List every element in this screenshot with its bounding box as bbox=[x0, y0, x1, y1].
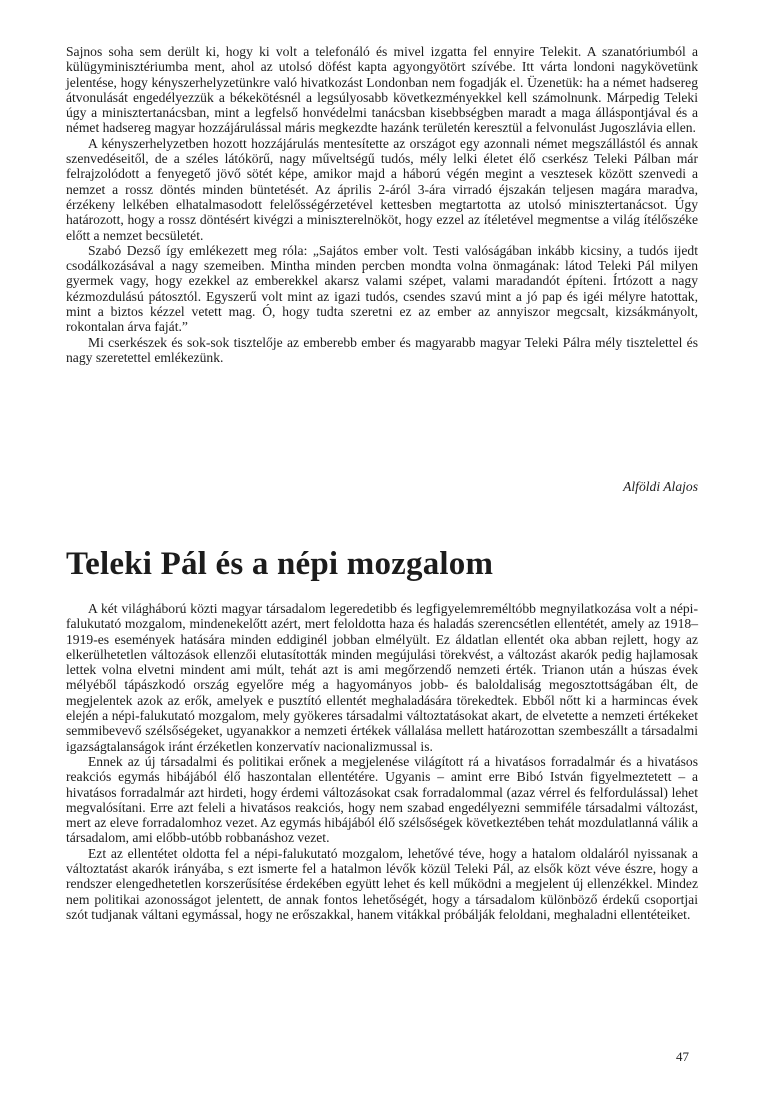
body-paragraph: A két világháború közti magyar társadalom legeredetibb és legfigyelemreméltóbb megnyilatkozása volt a népi-falukutató mozgalom, mindenekelőtt azért, mert feloldotta haza és haladás szerencsétlen ellentétét, amely az 1918–1919-es események hatására minden eddiginél jobban elmélyült. Ez áldatlan ellentét oka abban rejlett, hogy az elkerülhetetlen változások ellenzői elutasították minden megújulási törekvést, a változást akarók pedig hajlamosak lettek volna elvetni mindent ami múlt, tehát azt is ami megőrzendő nemzeti érték. Trianon után a húszas évek mélyéből tápászkodó ország egyelőre még a hagyományos jobb- és baloldaliság megosztottságában élt, de megjelentek azok az erők, amelyek e pusztító ellentét meghaladására törekedtek. Ebből nőtt ki a harmincas évek elején a népi-falukutató mozgalom, mely gyökeres társadalmi változtatásokat akart, de elvetette a nemzeti értékeket semmibevevő szélsőségeket, ugyanakkor a nemzeti értékek vállalása mellett határozottan szembeszállt a társadalmi igazságtalanságok iránt érzéketlen konzervatív nacionalizmussal is. bbox=[66, 601, 698, 754]
body-paragraph: Ezt az ellentétet oldotta fel a népi-falukutató mozgalom, lehetővé téve, hogy a hatalom oldaláról nyissanak a változtatást akarók irányába, s ezt ismerte fel a hatalmon lévők közül Teleki Pál, az elsők közt véve észre, hogy a rendszer elengedhetetlen korszerűsítése érdekében együtt lehet és kell működni a megjelent új ellenzékkel. Mindez nem politikai azonosságot jelentett, de annak fontos lehetőségét, hogy a társadalom különböző érdekű csoportjai szót tudjanak váltani egymással, hogy ne erőszakkal, hanem vitákkal próbálják feloldani, meghaladni ellentéteiket. bbox=[66, 845, 698, 922]
author-signature: Alföldi Alajos bbox=[623, 479, 698, 494]
article-title: Teleki Pál és a népi mozgalom bbox=[66, 546, 494, 582]
article-body bbox=[66, 601, 698, 922]
body-paragraph: Szabó Dezső így emlékezett meg róla: „Sajátos ember volt. Testi valóságában inkább kicsiny, a tudós ijedt csodálkozásával a nagy szemeiben. Mintha minden percben mondta volna önmagának: látod Teleki Pál milyen gyermek vagy, hogy ezekkel az emberekkel akarsz valami szépet, valami maradandót építeni. Írtózott a nagy kézmozdulású pátosztól. Egyszerű volt mint az igazi tudós, csendes szavú mint a jó pap és igéi mélyre hatottak, mint a biztos kézzel vetett mag. Ó, hogy tudta szeretni ez az ember az annyiszor megcsalt, kizsákmányolt, rokontalan árva faját.” bbox=[66, 242, 698, 335]
body-paragraph: Ennek az új társadalmi és politikai erőnek a megjelenése világított rá a hivatásos forradalmár és a hivatásos reakciós egymás hibájából élő haszontalan ellentétére. Ugyanis – amint erre Bibó István figyelmeztetett – a hivatásos forradalmár azt hirdeti, hogy érdemi változásokat csak forradalommal (azaz vérrel és felfordulással) lehet megvalósítani. Erre azt feleli a hivatásos reakciós, hogy nem szabad engedélyezni semmiféle társadalmi változást, mert az eleve forradalomhoz vezet. Az egymás hibájából élő szélsőségek következtében tehát mozdulatlanná válik a társadalom, ami előbb-utóbb robbanáshoz vezet. bbox=[66, 753, 698, 846]
article-continuation bbox=[66, 44, 698, 365]
body-paragraph: A kényszerhelyzetben hozott hozzájárulás mentesítette az országot egy azonnali német megszállástól és annak szenvedéseitől, de a széles látókörű, nagy műveltségű tudós, mély lelki életet élő cserkész Teleki Pálban már felrajzolódott a fenyegető jövő sötét képe, amikor majd a háború végén megint a vesztesek között szenvedi a nemzet a rossz döntés minden büntetését. Az április 2-áról 3-ára virradó éjszakán teljesen magára maradva, érzékeny lelkében elhatalmasodott felelősségérzetével kettesben megtartotta az utolsó minisztertanácsot. Úgy határozott, hogy a rossz döntésért kivégzi a miniszterelnököt, hogy ezzel az ítéletével megmentse a világ ítélőszéke előtt a nemzet becsületét. bbox=[66, 135, 698, 243]
author-block bbox=[66, 479, 698, 499]
body-paragraph: Mi cserkészek és sok-sok tisztelője az emberebb ember és magyarabb magyar Teleki Pálra mély tisztelettel és nagy szeretettel emlékezünk. bbox=[66, 334, 698, 365]
body-paragraph: Sajnos soha sem derült ki, hogy ki volt a telefonáló és mivel izgatta fel ennyire Telekit. A szanatóriumból a külügyminisztériumba ment, ahol az utolsó döfést kapta agyongyötört szívébe. Itt várta londoni nagykövetünk jelentése, hogy kényszerhelyzetünkre való hivatkozást Londonban nem fogadják el. Üzenetük: ha a német hadsereg átvonulását engedélyezzük a békekötésnél a legsúlyosabb következményekkel kell számolnunk. Márpedig Teleki úgy a minisztertanácsban, mint a legfelső honvédelmi tanácsban kisebbségben maradt a maga álláspontjával és a német hadsereg magyar hozzájárulással máris megkezdte hazánk területén keresztül a felvonulást Jugoszlávia ellen. bbox=[66, 44, 698, 136]
page-number: 47 bbox=[676, 1049, 689, 1064]
